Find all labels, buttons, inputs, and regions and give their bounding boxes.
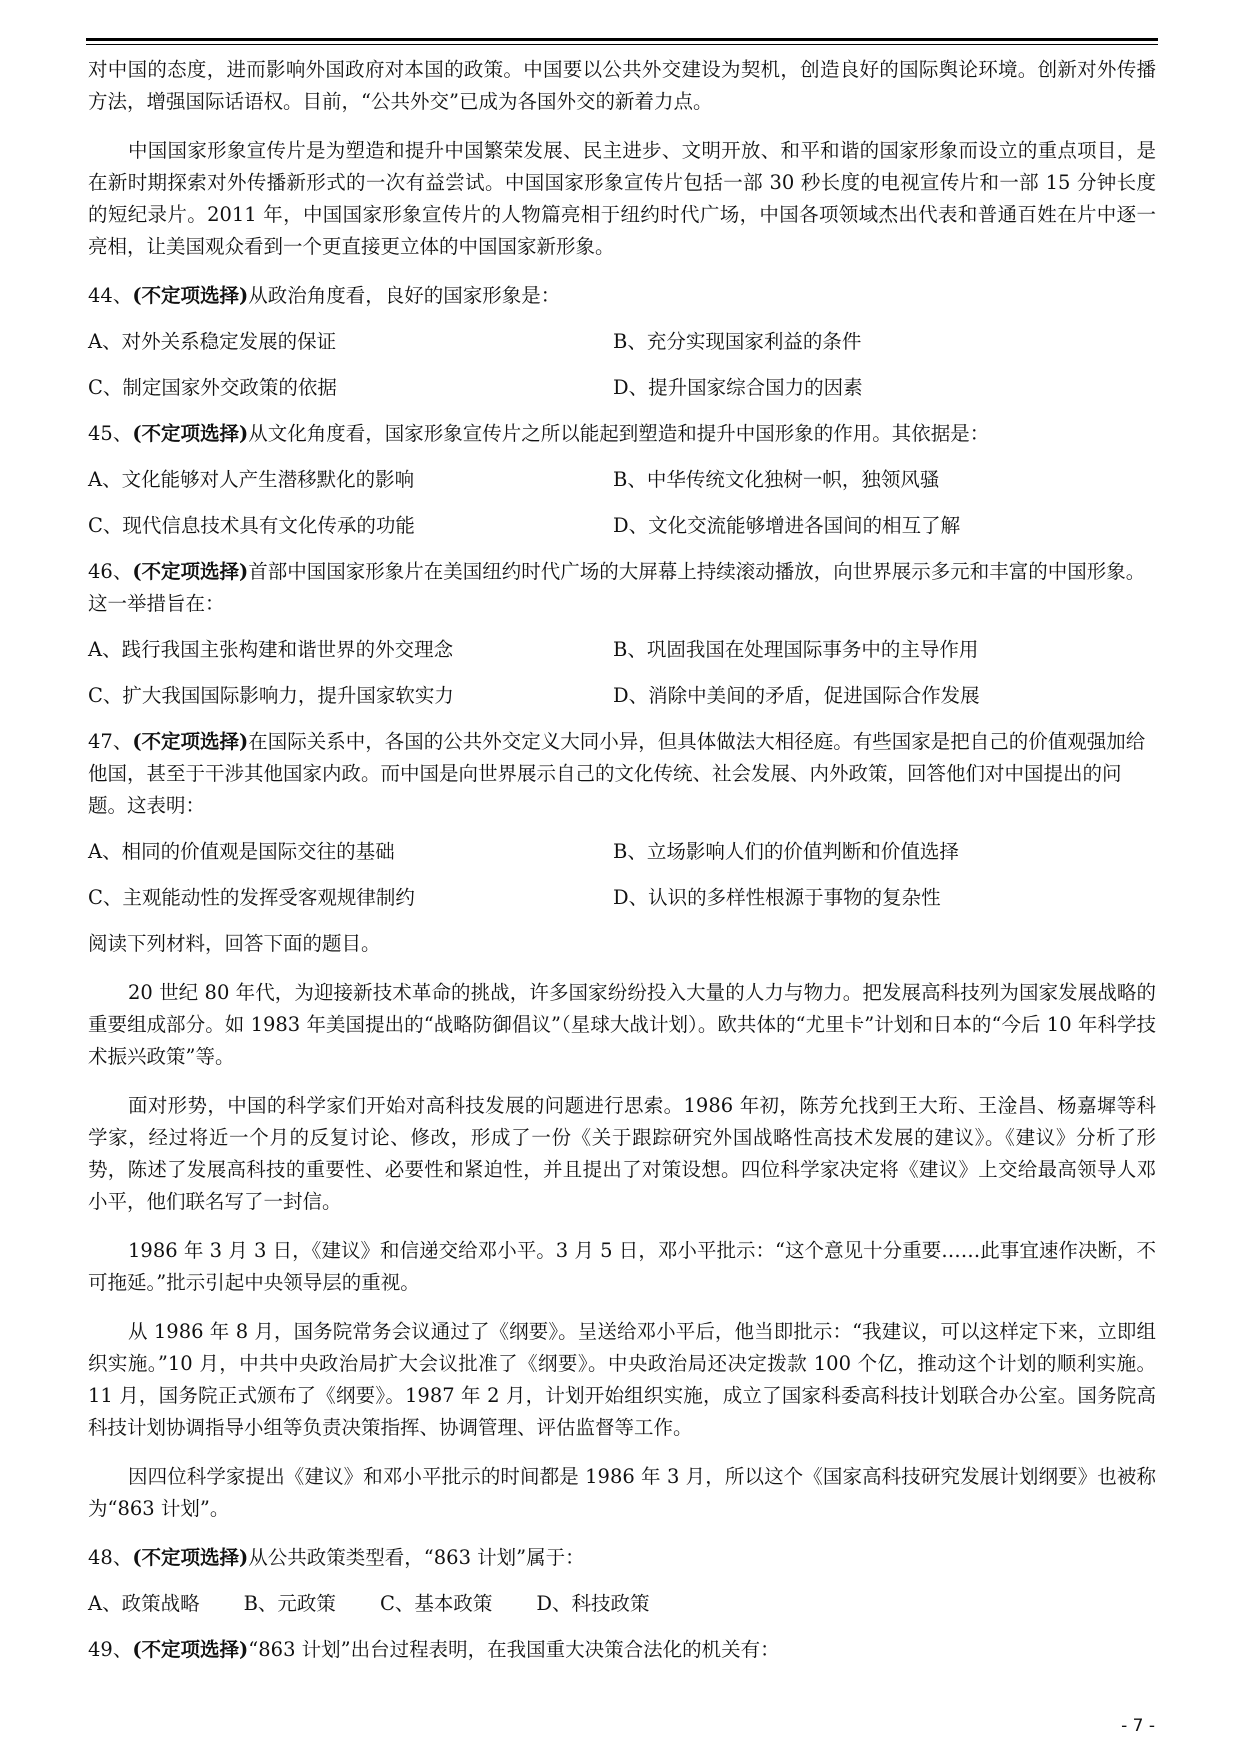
question-47-options: [88, 836, 1156, 914]
question-44-options: [88, 326, 1156, 404]
page-content: [88, 54, 1156, 1680]
reading-paragraph-2: 面对形势，中国的科学家们开始对高科技发展的问题进行思索。1986 年初，陈芳允找到王大珩、王淦昌、杨嘉墀等科学家，经过将近一个月的反复讨论、修改，形成了一份《关于跟踪研究外国战略性高技术发展的建议》。《建议》分析了形势，陈述了发展高科技的重要性、必要性和紧迫性，并且提出了对策设想。四位科学家决定将《建议》上交给最高领导人邓小平，他们联名写了一封信。: [88, 1094, 1156, 1213]
question-number: 47、: [88, 730, 133, 753]
option-c: C、主观能动性的发挥受客观规律制约: [88, 886, 415, 909]
question-47: [88, 726, 1156, 822]
option-c: C、基本政策: [379, 1592, 493, 1615]
page-number: - 7 -: [1121, 1716, 1155, 1736]
question-type: (不定项选择): [132, 422, 249, 445]
question-stem: 从文化角度看，国家形象宣传片之所以能起到塑造和提升中国形象的作用。其依据是：: [248, 422, 990, 445]
intro-paragraph-2: 中国国家形象宣传片是为塑造和提升中国繁荣发展、民主进步、文明开放、和平和谐的国家形象而设立的重点项目，是在新时期探索对外传播新形式的一次有益尝试。中国国家形象宣传片包括一部 30 秒长度的电视宣传片和一部 15 分钟长度的短纪录片。2011 年，中国国家形象宣传片的人物篇亮相于纽约时代广场，中国各项领域杰出代表和普通百姓在片中逐一亮相，让美国观众看到一个更直接更立体的中国国家新形象。: [88, 139, 1156, 258]
question-type: (不定项选择): [132, 1638, 249, 1661]
question-stem: 从公共政策类型看，“863 计划”属于：: [248, 1546, 585, 1569]
question-48-options: [88, 1588, 1156, 1620]
question-stem: 从政治角度看，良好的国家形象是：: [248, 284, 561, 307]
option-d: D、认识的多样性根源于事物的复杂性: [613, 886, 941, 909]
reading-paragraph-1: 20 世纪 80 年代，为迎接新技术革命的挑战，许多国家纷纷投入大量的人力与物力。把发展高科技列为国家发展战略的重要组成部分。如 1983 年美国提出的“战略防御倡议”（星球大战计划）。欧共体的“尤里卡”计划和日本的“今后 10 年科学技术振兴政策”等。: [88, 981, 1156, 1068]
question-type: (不定项选择): [132, 560, 249, 583]
option-b: B、巩固我国在处理国际事务中的主导作用: [613, 638, 979, 661]
option-a: A、文化能够对人产生潜移默化的影响: [88, 468, 415, 491]
question-48: [88, 1542, 1156, 1574]
question-stem: 首部中国国家形象片在美国纽约时代广场的大屏幕上持续滚动播放，向世界展示多元和丰富的中国形象。这一举措旨在：: [88, 560, 1146, 615]
question-number: 48、: [88, 1546, 133, 1569]
question-44: [88, 280, 1156, 312]
reading-lead: 阅读下列材料，回答下面的题目。: [88, 932, 381, 955]
header-rule: [86, 38, 1158, 41]
question-type: (不定项选择): [132, 284, 249, 307]
reading-paragraph-5: 因四位科学家提出《建议》和邓小平批示的时间都是 1986 年 3 月，所以这个《国家高科技研究发展计划纲要》也被称为“863 计划”。: [88, 1465, 1156, 1520]
option-a: A、践行我国主张构建和谐世界的外交理念: [88, 638, 454, 661]
option-c: C、制定国家外交政策的依据: [88, 376, 337, 399]
reading-paragraph-3: 1986 年 3 月 3 日，《建议》和信递交给邓小平。3 月 5 日，邓小平批示：“这个意见十分重要……此事宜速作决断，不可拖延。”批示引起中央领导层的重视。: [88, 1239, 1156, 1294]
question-stem: 在国际关系中，各国的公共外交定义大同小异，但具体做法大相径庭。有些国家是把自己的价值观强加给他国，甚至于干涉其他国家内政。而中国是向世界展示自己的文化传统、社会发展、内外政策，回答他们对中国提出的问题。这表明：: [88, 730, 1146, 817]
option-a: A、对外关系稳定发展的保证: [88, 330, 337, 353]
question-type: (不定项选择): [132, 1546, 249, 1569]
option-a: A、相同的价值观是国际交往的基础: [88, 840, 395, 863]
question-49: [88, 1634, 1156, 1666]
question-45-options: [88, 464, 1156, 542]
question-45: [88, 418, 1156, 450]
reading-paragraph-4: 从 1986 年 8 月，国务院常务会议通过了《纲要》。呈送给邓小平后，他当即批示：“我建议，可以这样定下来，立即组织实施。”10 月，中共中央政治局扩大会议批准了《纲要》。中央政治局还决定拨款 100 个亿，推动这个计划的顺利实施。11 月，国务院正式颁布了《纲要》。1987 年 2 月，计划开始组织实施，成立了国家科委高科技计划联合办公室。国务院高科技计划协调指导小组等负责决策指挥、协调管理、评估监督等工作。: [88, 1320, 1156, 1439]
question-46-options: [88, 634, 1156, 712]
option-d: D、消除中美间的矛盾，促进国际合作发展: [613, 684, 980, 707]
option-b: B、立场影响人们的价值判断和价值选择: [613, 840, 959, 863]
question-number: 49、: [88, 1638, 133, 1661]
option-a: A、政策战略: [88, 1592, 200, 1615]
option-b: B、充分实现国家利益的条件: [613, 330, 862, 353]
question-46: [88, 556, 1156, 620]
option-d: D、提升国家综合国力的因素: [613, 376, 863, 399]
question-number: 46、: [88, 560, 133, 583]
header-rule-thin: [86, 44, 1158, 45]
question-stem: “863 计划”出台过程表明，在我国重大决策合法化的机关有：: [248, 1638, 780, 1661]
question-number: 45、: [88, 422, 133, 445]
question-number: 44、: [88, 284, 133, 307]
question-type: (不定项选择): [132, 730, 249, 753]
intro-paragraph-1: 对中国的态度，进而影响外国政府对本国的政策。中国要以公共外交建设为契机，创造良好的国际舆论环境。创新对外传播方法，增强国际话语权。目前，“公共外交”已成为各国外交的新着力点。: [88, 58, 1156, 113]
option-b: B、中华传统文化独树一帜，独领风骚: [613, 468, 940, 491]
option-d: D、文化交流能够增进各国间的相互了解: [613, 514, 961, 537]
option-b: B、元政策: [243, 1592, 336, 1615]
option-d: D、科技政策: [536, 1592, 650, 1615]
option-c: C、扩大我国国际影响力，提升国家软实力: [88, 684, 454, 707]
option-c: C、现代信息技术具有文化传承的功能: [88, 514, 415, 537]
